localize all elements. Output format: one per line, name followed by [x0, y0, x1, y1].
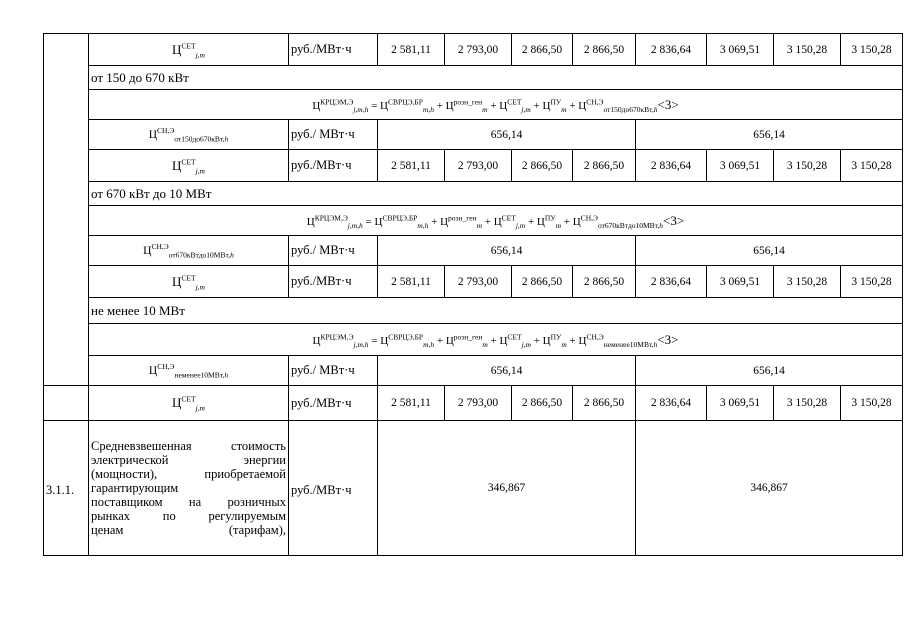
- value-cell: 3 150,28: [774, 386, 841, 421]
- description-line: гарантирующим: [91, 481, 179, 495]
- value-cell: 3 069,51: [707, 150, 774, 182]
- value-cell: 2 581,11: [378, 266, 445, 298]
- section-heading: от 670 кВт до 10 МВт: [89, 182, 903, 206]
- unit-cell: руб./ МВт·ч: [289, 236, 378, 266]
- table-row: [44, 120, 903, 150]
- value-cell: 2 866,50: [573, 34, 636, 66]
- unit-cell: руб./МВт·ч: [289, 421, 378, 556]
- value-cell: 3 150,28: [774, 266, 841, 298]
- value-cell: 2 836,64: [636, 150, 707, 182]
- unit-cell: руб./ МВт·ч: [289, 356, 378, 386]
- table-row: [44, 298, 903, 324]
- table-row: [44, 90, 903, 120]
- value-cell: 2 793,00: [445, 150, 512, 182]
- value-cell: 656,14: [636, 236, 903, 266]
- row-number-cell: [44, 386, 89, 421]
- table-row: [44, 66, 903, 90]
- symbol-cell: $Ц^{СЕТ}_{j,m}$: [89, 266, 289, 298]
- unit-cell: руб./МВт·ч: [289, 386, 378, 421]
- value-cell: 3 150,28: [841, 150, 903, 182]
- table-row: [44, 386, 903, 421]
- value-cell: 3 150,28: [774, 150, 841, 182]
- value-cell: 346,867: [636, 421, 903, 556]
- description-line: Средневзвешенная стоимость: [91, 439, 286, 453]
- value-cell: 3 150,28: [774, 34, 841, 66]
- value-cell: 3 150,28: [841, 34, 903, 66]
- footnote-ref: <3>: [657, 96, 679, 112]
- unit-cell: руб./МВт·ч: [289, 34, 378, 66]
- value-cell: 2 866,50: [512, 386, 573, 421]
- symbol-cell: $Ц^{СЕТ}_{j,m}$: [89, 34, 289, 66]
- value-cell: 3 069,51: [707, 34, 774, 66]
- unit-cell: руб./МВт·ч: [289, 266, 378, 298]
- symbol-cell: $Ц^{СН,Э}_{от670кВтдо10МВт,h}$: [89, 236, 289, 266]
- value-cell: 2 836,64: [636, 386, 707, 421]
- description-line: электрической энергии: [91, 453, 286, 467]
- value-cell: 3 150,28: [841, 266, 903, 298]
- value-cell: 656,14: [636, 356, 903, 386]
- tariff-table: [43, 33, 903, 556]
- description-line: ценам (тарифам),: [91, 523, 286, 537]
- formula-cell: $Ц^{КРЦЭМ,Э}_{j,m,h} = Ц^{СВРЦЭ,БР}_{m,h} + Ц^{розн\_ген}_m + Ц^{СЕТ}_{j,m} + Ц^{ПУ}_m + Ц^{СН,Э}_{от670кВтдо10МВт,h}<3>$: [89, 206, 903, 236]
- value-cell: 656,14: [378, 236, 636, 266]
- value-cell: 3 069,51: [707, 386, 774, 421]
- value-cell: 2 866,50: [573, 386, 636, 421]
- footnote-ref: <3>: [657, 331, 679, 347]
- table-row: [44, 236, 903, 266]
- section-heading: от 150 до 670 кВт: [89, 66, 903, 90]
- symbol-cell: $Ц^{СН,Э}_{неменее10МВт,h}$: [89, 356, 289, 386]
- value-cell: 656,14: [636, 120, 903, 150]
- table-row: [44, 356, 903, 386]
- value-cell: 2 866,50: [512, 150, 573, 182]
- value-cell: 346,867: [378, 421, 636, 556]
- unit-cell: руб./ МВт·ч: [289, 120, 378, 150]
- table-row: [44, 324, 903, 356]
- table-row: [44, 182, 903, 206]
- symbol-cell: $Ц^{СЕТ}_{j,m}$: [89, 150, 289, 182]
- footnote-ref: <3>: [663, 212, 685, 228]
- value-cell: 2 793,00: [445, 34, 512, 66]
- value-cell: 2 836,64: [636, 34, 707, 66]
- value-cell: 3 069,51: [707, 266, 774, 298]
- value-cell: 3 150,28: [841, 386, 903, 421]
- value-cell: 2 581,11: [378, 150, 445, 182]
- value-cell: 656,14: [378, 120, 636, 150]
- table-row: [44, 266, 903, 298]
- table-row: [44, 150, 903, 182]
- unit-cell: руб./МВт·ч: [289, 150, 378, 182]
- row-number: 3.1.1.: [44, 421, 89, 556]
- formula-cell: $Ц^{КРЦЭМ,Э}_{j,m,h} = Ц^{СВРЦЭ,БР}_{m,h} + Ц^{розн\_ген}_m + Ц^{СЕТ}_{j,m} + Ц^{ПУ}_m + Ц^{СН,Э}_{от150до670кВт,h}<3>$: [89, 90, 903, 120]
- description-line: (мощности), приобретаемой: [91, 467, 286, 481]
- symbol-cell: $Ц^{СН,Э}_{от150до670кВт,h}$: [89, 120, 289, 150]
- table-row: [44, 421, 903, 556]
- row-number-cell: [44, 34, 89, 386]
- value-cell: 2 836,64: [636, 266, 707, 298]
- description-line: рынках по регулируемым: [91, 509, 286, 523]
- value-cell: 2 581,11: [378, 386, 445, 421]
- table-row: [44, 206, 903, 236]
- value-cell: 2 866,50: [573, 266, 636, 298]
- value-cell: 2 793,00: [445, 266, 512, 298]
- value-cell: 656,14: [378, 356, 636, 386]
- formula-cell: $Ц^{КРЦЭМ,Э}_{j,m,h} = Ц^{СВРЦЭ,БР}_{m,h} + Ц^{розн\_ген}_m + Ц^{СЕТ}_{j,m} + Ц^{ПУ}_m + Ц^{СН,Э}_{неменее10МВт,h}<3>$: [89, 324, 903, 356]
- section-heading: не менее 10 МВт: [89, 298, 903, 324]
- value-cell: 2 866,50: [573, 150, 636, 182]
- description-line: поставщиком на розничных: [91, 495, 286, 509]
- value-cell: 2 793,00: [445, 386, 512, 421]
- value-cell: 2 866,50: [512, 34, 573, 66]
- symbol-cell: $Ц^{СЕТ}_{j,m}$: [89, 386, 289, 421]
- row-description: [89, 421, 289, 556]
- table-row: [44, 34, 903, 66]
- value-cell: 2 581,11: [378, 34, 445, 66]
- value-cell: 2 866,50: [512, 266, 573, 298]
